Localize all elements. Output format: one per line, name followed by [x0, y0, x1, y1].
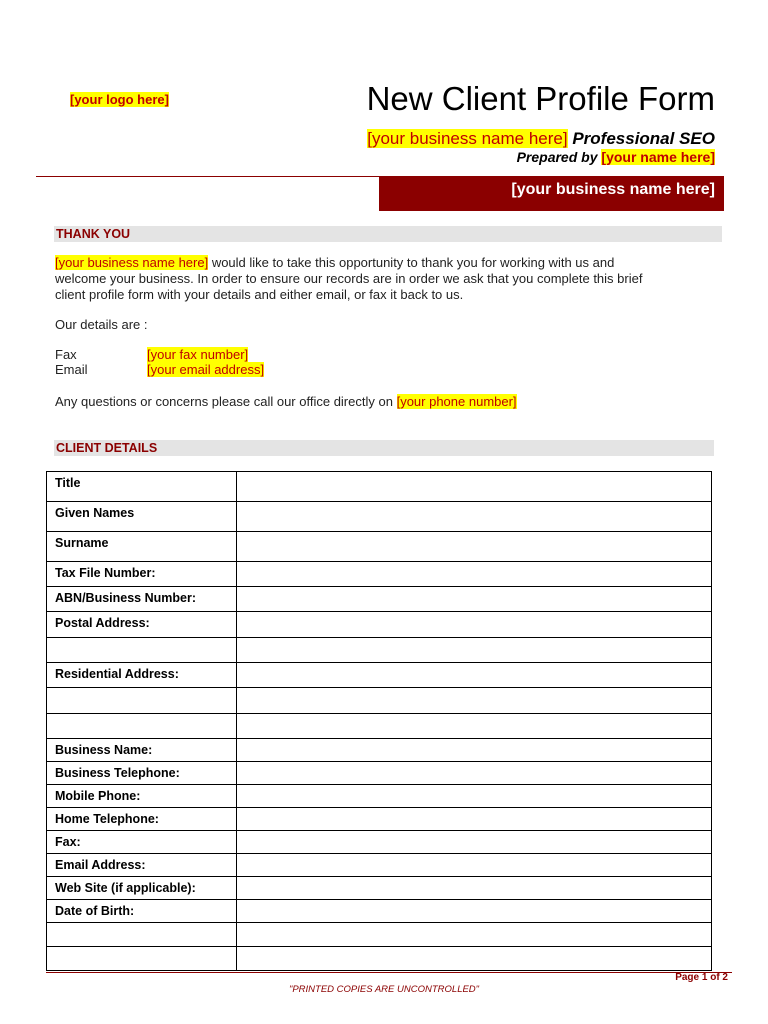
field-input[interactable] [237, 854, 712, 877]
table-row [47, 739, 712, 762]
field-input[interactable] [237, 663, 712, 688]
footer-rule [46, 972, 732, 973]
field-input[interactable] [237, 808, 712, 831]
paragraph-line-3: client profile form with your details and either email, or fax it back to us. [55, 287, 464, 302]
field-label: Postal Address: [47, 612, 237, 638]
table-row [47, 947, 712, 971]
table-row [47, 762, 712, 785]
table-row [47, 532, 712, 562]
prepared-by [517, 149, 715, 165]
field-label: Home Telephone: [47, 808, 237, 831]
header-banner: [your business name here] [379, 176, 724, 211]
field-label: Web Site (if applicable): [47, 877, 237, 900]
table-row [47, 714, 712, 739]
client-details-heading: CLIENT DETAILS [54, 440, 714, 456]
email-line [55, 362, 264, 378]
table-row [47, 663, 712, 688]
field-input[interactable] [237, 947, 712, 971]
field-input[interactable] [237, 688, 712, 714]
field-input[interactable] [237, 923, 712, 947]
field-input[interactable] [237, 762, 712, 785]
field-label: Surname [47, 532, 237, 562]
field-input[interactable] [237, 502, 712, 532]
table-row [47, 587, 712, 612]
paragraph-line-2: welcome your business. In order to ensure our records are in order we ask that you complete this brief [55, 271, 643, 286]
line1-rest: would like to take this opportunity to thank you for working with us and [208, 255, 615, 270]
fax-label: Fax [55, 347, 77, 362]
field-input[interactable] [237, 562, 712, 587]
field-label: Business Name: [47, 739, 237, 762]
table-row [47, 688, 712, 714]
field-input[interactable] [237, 900, 712, 923]
client-details-table [46, 471, 712, 971]
field-label [47, 923, 237, 947]
table-row [47, 900, 712, 923]
field-label [47, 688, 237, 714]
field-input[interactable] [237, 831, 712, 854]
field-input[interactable] [237, 638, 712, 663]
thank-you-heading: THANK YOU [54, 226, 722, 242]
field-label: Given Names [47, 502, 237, 532]
field-label: Residential Address: [47, 663, 237, 688]
field-input[interactable] [237, 587, 712, 612]
field-input[interactable] [237, 877, 712, 900]
email-value: [your email address] [147, 362, 265, 377]
field-label [47, 714, 237, 739]
subtitle-suffix: Professional SEO [572, 129, 715, 148]
fax-line [55, 347, 248, 363]
field-label: Mobile Phone: [47, 785, 237, 808]
table-row [47, 502, 712, 532]
questions-text: Any questions or concerns please call our office directly on [55, 394, 393, 409]
form-subtitle [367, 129, 715, 149]
table-row [47, 472, 712, 502]
field-label: Title [47, 472, 237, 502]
uncontrolled-copies-note: "PRINTED COPIES ARE UNCONTROLLED" [288, 984, 480, 995]
field-input[interactable] [237, 532, 712, 562]
email-label: Email [55, 362, 88, 377]
prepared-by-label: Prepared by [516, 149, 598, 165]
logo-placeholder: [your logo here] [70, 92, 169, 107]
field-label: Business Telephone: [47, 762, 237, 785]
table-row [47, 877, 712, 900]
business-name-placeholder: [your business name here] [367, 129, 568, 148]
table-row [47, 923, 712, 947]
field-label: Date of Birth: [47, 900, 237, 923]
fax-value: [your fax number] [147, 347, 249, 362]
name-placeholder: [your name here] [601, 149, 715, 165]
field-label: Email Address: [47, 854, 237, 877]
form-title: New Client Profile Form [366, 80, 715, 117]
details-intro: Our details are : [55, 317, 148, 332]
table-row [47, 785, 712, 808]
field-label: Tax File Number: [47, 562, 237, 587]
field-label: ABN/Business Number: [47, 587, 237, 612]
paragraph-line-1 [55, 255, 725, 271]
table-row [47, 612, 712, 638]
field-input[interactable] [237, 472, 712, 502]
thank-you-paragraph [55, 255, 725, 303]
field-input[interactable] [237, 612, 712, 638]
table-row [47, 638, 712, 663]
questions-line [55, 394, 517, 410]
table-row [47, 562, 712, 587]
field-label [47, 638, 237, 663]
field-label: Fax: [47, 831, 237, 854]
field-input[interactable] [237, 739, 712, 762]
field-input[interactable] [237, 785, 712, 808]
table-row [47, 831, 712, 854]
business-name-placeholder-inline: [your business name here] [55, 255, 209, 270]
table-row [47, 854, 712, 877]
phone-value: [your phone number] [396, 394, 517, 409]
field-input[interactable] [237, 714, 712, 739]
page-number: Page 1 of 2 [675, 972, 728, 983]
table-row [47, 808, 712, 831]
field-label [47, 947, 237, 971]
